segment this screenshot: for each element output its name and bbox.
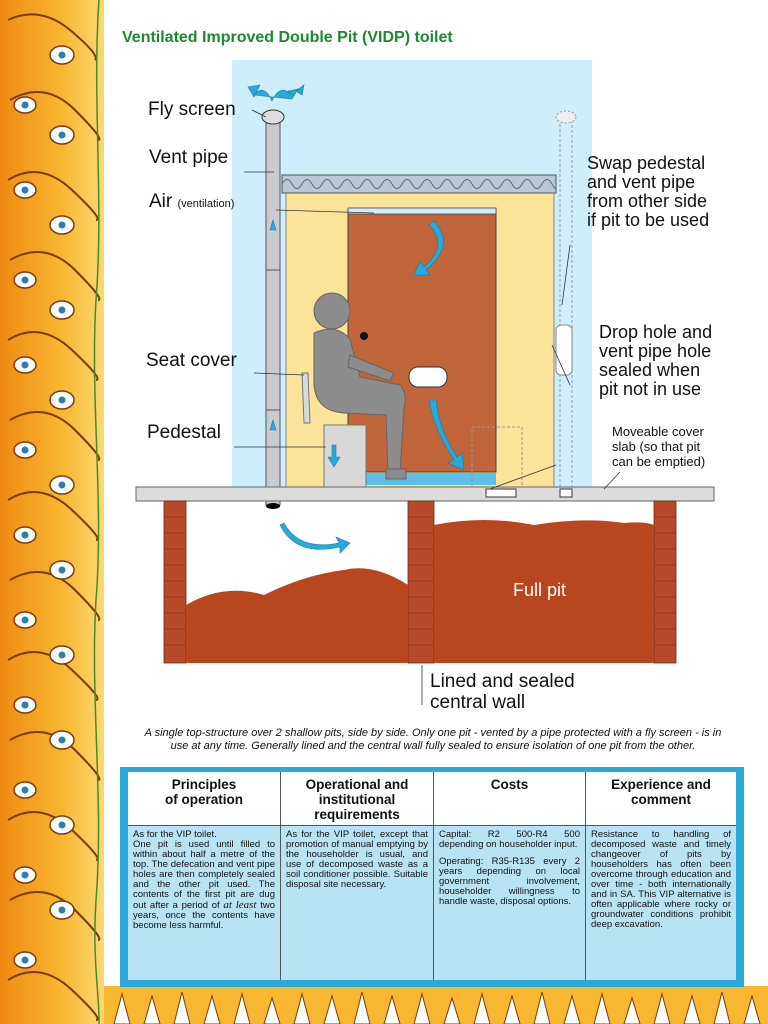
label-swap-3: from other side	[587, 191, 708, 211]
info-table-inner	[128, 772, 736, 980]
door	[348, 210, 496, 472]
header-line: requirements	[314, 807, 400, 822]
caption-line-2: use at any time. Generally lined and the central wall fully sealed to ensure isolation of one pit from the other.	[170, 740, 696, 752]
header-line: Experience and	[611, 777, 711, 792]
door-handle	[360, 332, 368, 340]
label-swap-2: and vent pipe	[587, 172, 696, 192]
central-wall	[408, 501, 434, 663]
label-air-note: (ventilation)	[177, 198, 235, 210]
cell-emphasis: at least	[223, 899, 257, 911]
label-swap-1: Swap pedestal	[587, 153, 706, 173]
cell-text-1: As for the VIP toilet.	[133, 829, 217, 840]
column-header	[434, 772, 585, 826]
cell-text: Operating: R35-R135 every 2 years depending on local government involvement, householder willingness to handle waste, disposal options.	[439, 856, 580, 907]
moveable-cover-slab	[486, 489, 516, 497]
header-line: Costs	[490, 777, 529, 792]
header-line: institutional	[318, 792, 396, 807]
cell-text: As for the VIP toilet, except that promotion of manual emptying by the householder is usual, and use of decomposed waste as a soil conditioner possible. Suitable disposal site necessary.	[286, 829, 428, 890]
cell-text	[133, 830, 275, 931]
column-body	[434, 826, 585, 980]
label-wall-2: central wall	[430, 692, 526, 713]
seat-cover	[302, 373, 310, 423]
column-principles	[128, 772, 281, 980]
label-air-text: Air	[149, 191, 173, 212]
cell-text: Resistance to handling of decomposed waste and timely changeover of pits by householders has often been overcome through education and over time - both internationally and in SA. This VIP alternative is often applicable where rocky or groundwater conditions prohibit deep excavation.	[591, 829, 731, 930]
decorative-bottom-border	[104, 986, 768, 1024]
label-full-pit: Full pit	[513, 580, 567, 600]
cell-text: Capital: R2 500-R4 500 depending on householder input.	[439, 829, 580, 850]
column-body	[128, 826, 280, 980]
label-drop-2: vent pipe hole	[599, 341, 712, 361]
label-pedestal: Pedestal	[147, 422, 221, 443]
diagram-caption	[122, 727, 744, 753]
label-wall-1: Lined and sealed	[430, 671, 575, 692]
header-line: of operation	[165, 792, 243, 807]
label-swap-4: if pit to be used	[587, 210, 710, 230]
left-pit-contents	[186, 568, 408, 663]
label-drop-4: pit not in use	[599, 379, 702, 399]
header-line: Principles	[171, 777, 237, 792]
floor-water	[344, 473, 496, 485]
label-seat-cover: Seat cover	[146, 350, 237, 371]
label-fly-screen: Fly screen	[148, 99, 236, 120]
info-table	[120, 767, 744, 987]
label-air	[149, 192, 234, 212]
column-costs	[434, 772, 586, 980]
page-title: Ventilated Improved Double Pit (VIDP) toilet	[122, 29, 453, 46]
corrugated-roof	[282, 175, 556, 193]
label-cover-1: Moveable cover	[612, 424, 704, 439]
column-experience	[586, 772, 736, 980]
label-drop-3: sealed when	[599, 360, 701, 380]
cell-text-3: two years, once the contents have become less harmful.	[133, 900, 275, 931]
header-line: Operational and	[305, 777, 409, 792]
ground-surface	[136, 487, 714, 501]
label-cover-2: slab (so that pit	[612, 439, 701, 454]
cover-slab-bottle	[556, 325, 572, 375]
right-pit-lining	[654, 501, 676, 663]
column-header	[281, 772, 433, 826]
column-header	[586, 772, 736, 826]
decorative-left-border	[0, 0, 104, 1024]
column-body	[281, 826, 433, 980]
caption-line-1: A single top-structure over 2 shallow pits, side by side. Only one pit - vented by a pipe protected with a fly screen - is in	[144, 727, 722, 739]
header-line: comment	[630, 792, 691, 807]
pedestal	[324, 425, 366, 487]
column-body	[586, 826, 736, 980]
cell-text-2: One pit is used until filled to within about half a metre of the top. The defecation and vent pipe holes are then completely sealed and the other pit used. The contents of the first pit are dug out after a period of	[133, 839, 275, 911]
column-operational	[281, 772, 434, 980]
label-drop-1: Drop hole and	[599, 322, 713, 342]
left-pit-lining	[164, 501, 186, 663]
column-header	[128, 772, 280, 826]
toilet-paper	[409, 367, 447, 387]
label-vent-pipe: Vent pipe	[149, 147, 229, 168]
label-cover-3: can be emptied)	[612, 454, 706, 469]
